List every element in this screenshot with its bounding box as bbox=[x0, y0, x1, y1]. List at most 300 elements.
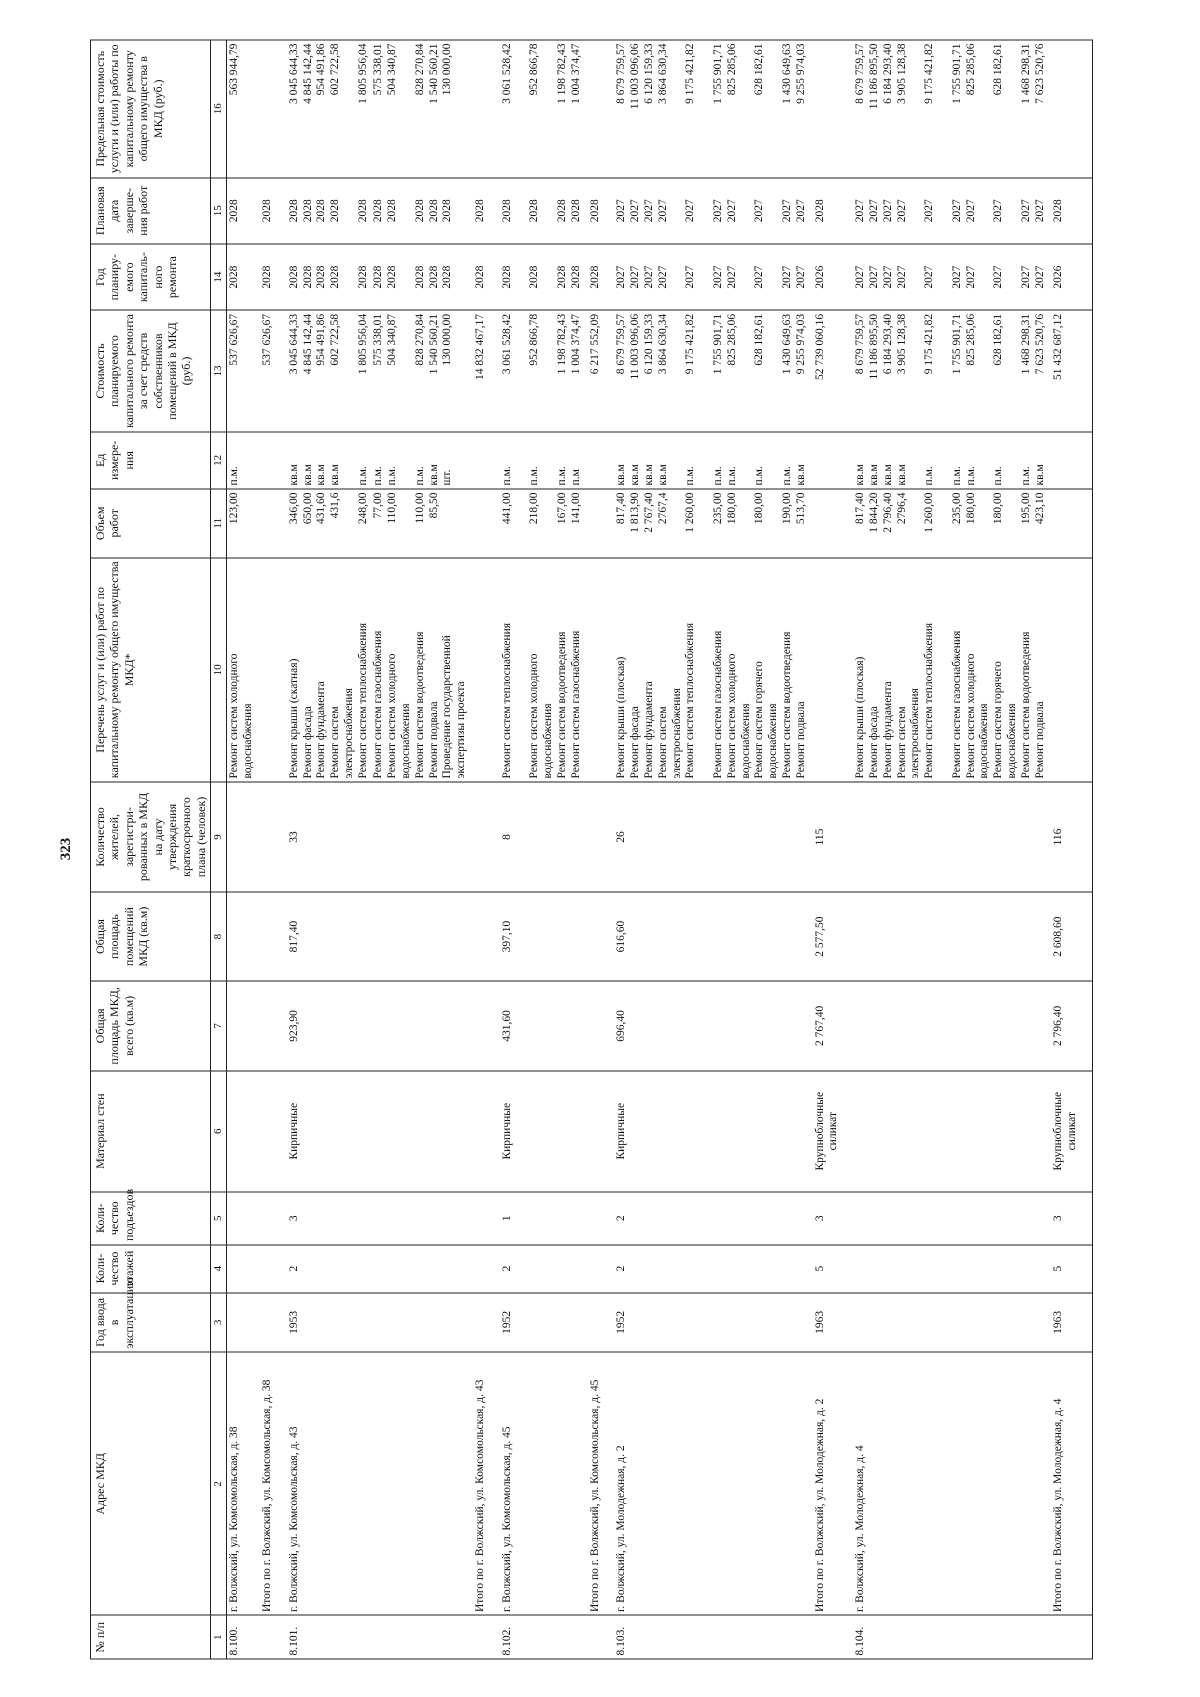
volume-cell bbox=[257, 488, 287, 557]
column-number: 3 bbox=[211, 1292, 227, 1352]
residents-cell: 33 bbox=[287, 782, 372, 892]
year-built-cell bbox=[470, 1292, 500, 1352]
unit-cell-line: кв.м bbox=[427, 463, 440, 485]
limit-cost-cell-line: 8 679 759,57 bbox=[854, 43, 867, 104]
end-date-cell-line: 2027 bbox=[1019, 198, 1032, 222]
table-row bbox=[614, 40, 809, 1659]
limit-cost-cell-line bbox=[978, 43, 992, 174]
repair-year-cell-line bbox=[242, 247, 256, 306]
repair-year-cell-line: 2028 bbox=[528, 265, 541, 289]
cost-cell-line: 825 285,06 bbox=[964, 313, 977, 366]
repair-year-cell-line bbox=[740, 247, 754, 306]
limit-cost-cell-line: 3 045 644,33 bbox=[287, 43, 300, 104]
column-number: 15 bbox=[211, 177, 227, 243]
cost-cell-line: 1 198 782,43 bbox=[556, 313, 569, 374]
unit-cell-line bbox=[400, 435, 414, 485]
works-cell-line: Ремонт систем водоотведения bbox=[413, 631, 426, 779]
limit-cost-cell bbox=[287, 40, 372, 178]
rotated-landscape-content bbox=[50, 20, 1150, 1677]
works-cell-line: Ремонт систем холодного bbox=[725, 652, 738, 779]
repair-year-cell-line: 2028 bbox=[329, 265, 342, 289]
row-number bbox=[1048, 1615, 1092, 1659]
unit-cell-line bbox=[909, 435, 923, 485]
limit-cost-cell-line: 4 845 142,44 bbox=[301, 43, 314, 104]
volume-cell-line: 180,00 bbox=[992, 491, 1005, 524]
works-cell-line bbox=[515, 561, 529, 778]
repair-year-cell-line: 2028 bbox=[301, 265, 314, 289]
cost-cell-line bbox=[740, 313, 754, 427]
end-date-cell-line: 2027 bbox=[923, 198, 936, 222]
cost-cell-line: 628 182,61 bbox=[992, 313, 1005, 366]
unit-cell-line: п.м. bbox=[992, 465, 1005, 485]
end-date-cell-line: 2028 bbox=[372, 198, 385, 222]
total-area-cell: 431,60 bbox=[500, 981, 585, 1070]
volume-cell-line bbox=[698, 492, 712, 554]
limit-cost-cell-line: 628 182,61 bbox=[992, 43, 1005, 95]
end-date-cell-line bbox=[343, 181, 357, 240]
works-cell-line: Ремонт систем теплоснабжения bbox=[500, 622, 513, 779]
unit-cell bbox=[585, 431, 615, 488]
total-address-cell: Итого по г. Волжский, ул. Молодежная, д. 4 bbox=[1048, 1352, 1092, 1615]
limit-cost-cell-line: 3 061 528,42 bbox=[500, 43, 513, 104]
unit-cell-line: п.м. bbox=[528, 465, 541, 485]
unit-cell bbox=[470, 431, 500, 488]
limit-cost-cell-line: 11 003 096,06 bbox=[629, 43, 642, 109]
total-row bbox=[257, 40, 287, 1659]
volume-cell-line: 513,70 bbox=[794, 491, 807, 524]
table-row bbox=[227, 40, 257, 1659]
works-cell-line: водоснабжения bbox=[739, 702, 752, 779]
end-date-cell bbox=[287, 177, 372, 243]
limit-cost-cell-line: 1 755 901,71 bbox=[712, 43, 725, 104]
cost-cell-line: 4 845 142,44 bbox=[301, 313, 314, 374]
volume-cell-line bbox=[740, 492, 754, 554]
works-cell-line: Ремонт подвала bbox=[794, 700, 807, 779]
limit-cost-cell-line: 3 905 128,38 bbox=[895, 43, 908, 104]
floors-cell: 5 bbox=[810, 1244, 854, 1292]
repair-year-cell-line: 2027 bbox=[794, 265, 807, 289]
works-cell-line: Ремонт систем теплоснабжения bbox=[356, 622, 369, 779]
works-cell-line: электроснабжения bbox=[670, 687, 683, 779]
repair-year-cell-line bbox=[671, 247, 685, 306]
column-header: Год ввода в эксплуатацию bbox=[91, 1292, 211, 1352]
end-date-cell-line: 2027 bbox=[615, 198, 628, 222]
row-number: 8.104. bbox=[853, 1615, 1048, 1659]
limit-cost-cell-line: 825 285,06 bbox=[964, 43, 977, 95]
volume-cell-line: 423,10 bbox=[1033, 491, 1046, 524]
end-date-cell-line: 2027 bbox=[1033, 198, 1046, 222]
repair-year-cell-line: 2027 bbox=[895, 265, 908, 289]
end-date-cell bbox=[227, 177, 257, 243]
entrances-cell: 3 bbox=[1048, 1191, 1092, 1244]
wall-material-cell: Кирпичные bbox=[287, 1070, 372, 1191]
rooms-area-cell bbox=[371, 891, 470, 980]
works-cell-line: водоснабжения bbox=[1005, 702, 1018, 779]
cost-cell-line: 1 540 560,21 bbox=[427, 313, 440, 374]
end-date-cell-line: 2028 bbox=[413, 198, 426, 222]
address-cell: г. Волжский, ул. Молодежная, д. 2 bbox=[614, 1352, 809, 1615]
entrances-cell bbox=[227, 1191, 257, 1244]
volume-cell-line: 195,00 bbox=[1019, 491, 1032, 524]
works-cell-line: Ремонт систем газоснабжения bbox=[372, 630, 385, 779]
limit-cost-cell bbox=[470, 40, 500, 178]
repair-year-cell-line: 2028 bbox=[228, 265, 241, 289]
residents-cell bbox=[227, 782, 257, 892]
end-date-cell: 2028 bbox=[585, 177, 615, 243]
unit-cell-line: п.м. bbox=[781, 465, 793, 485]
limit-cost-cell-line: 8 679 759,57 bbox=[615, 43, 628, 104]
cost-cell-line bbox=[698, 313, 712, 427]
total-address-cell: Итого по г. Волжский, ул. Комсомольская, д. 43 bbox=[470, 1352, 500, 1615]
limit-cost-cell-line bbox=[937, 43, 951, 174]
cost-cell-line: 7 623 520,76 bbox=[1033, 313, 1046, 374]
unit-cell-line: кв.м bbox=[301, 463, 314, 485]
works-cell-line: Ремонт фундамента bbox=[643, 680, 656, 779]
unit-cell-line bbox=[740, 435, 754, 485]
end-date-cell-line: 2027 bbox=[684, 198, 697, 222]
cost-cell bbox=[227, 310, 257, 431]
limit-cost-cell bbox=[614, 40, 809, 178]
works-cell bbox=[257, 557, 287, 781]
rooms-area-cell: 616,60 bbox=[614, 891, 809, 980]
repair-year-cell-line bbox=[515, 247, 529, 306]
unit-cell-line: кв.м bbox=[895, 463, 908, 485]
cost-cell-line bbox=[937, 313, 951, 427]
cost-cell-line: 8 679 759,57 bbox=[615, 313, 628, 374]
column-header: Предельная стоимость услуги и (или) работы по капитальному ремонту общего имущества в МКД (руб.) bbox=[91, 40, 211, 178]
cost-cell-line: 628 182,61 bbox=[753, 313, 766, 366]
unit-cell-line: кв.м bbox=[794, 463, 807, 485]
column-header: Общая площадь помещений МКД (кв.м) bbox=[91, 891, 211, 980]
limit-cost-cell-line: 6 120 159,33 bbox=[643, 43, 656, 104]
volume-cell-line: 817,40 bbox=[615, 491, 628, 524]
wall-material-cell: Кирпичные bbox=[500, 1070, 585, 1191]
limit-cost-cell-line: 6 184 293,40 bbox=[881, 43, 894, 104]
repair-year-cell: 2028 bbox=[257, 243, 287, 309]
volume-cell-line: 346,00 bbox=[287, 491, 300, 524]
limit-cost-cell bbox=[810, 40, 854, 178]
rooms-area-cell: 817,40 bbox=[287, 891, 372, 980]
cost-cell-line: 6 184 293,40 bbox=[881, 313, 894, 374]
volume-cell-line: 235,00 bbox=[950, 491, 963, 524]
total-area-cell: 2 796,40 bbox=[1048, 981, 1092, 1070]
works-cell bbox=[614, 557, 809, 781]
cost-cell-line: 3 905 128,38 bbox=[895, 313, 908, 374]
column-number: 5 bbox=[211, 1191, 227, 1244]
end-date-cell-line: 2027 bbox=[712, 198, 725, 222]
volume-cell-line bbox=[937, 492, 951, 554]
volume-cell-line bbox=[242, 492, 256, 554]
row-number bbox=[810, 1615, 854, 1659]
total-address-cell: Итого по г. Волжский, ул. Молодежная, д. 2 bbox=[810, 1352, 854, 1615]
unit-cell-line: п.м. bbox=[964, 465, 977, 485]
volume-cell bbox=[614, 488, 809, 557]
column-number: 8 bbox=[211, 891, 227, 980]
limit-cost-cell-line bbox=[767, 43, 781, 174]
cost-cell-line: 9 175 421,82 bbox=[684, 313, 697, 374]
end-date-cell-line: 2027 bbox=[964, 198, 977, 222]
limit-cost-cell bbox=[257, 40, 287, 178]
cost-cell-line bbox=[515, 313, 529, 427]
limit-cost-cell-line: 602 722,58 bbox=[329, 43, 342, 95]
volume-cell-line: 110,00 bbox=[386, 491, 399, 524]
repair-year-cell bbox=[614, 243, 809, 309]
row-number bbox=[257, 1615, 287, 1659]
limit-cost-cell bbox=[500, 40, 585, 178]
unit-cell-line: кв.м bbox=[287, 463, 300, 485]
repair-year-cell-line bbox=[542, 247, 556, 306]
cost-cell-line: 504 340,87 bbox=[386, 313, 399, 366]
limit-cost-cell-line bbox=[1006, 43, 1020, 174]
volume-cell bbox=[585, 488, 615, 557]
repair-year-cell-line: 2027 bbox=[1033, 265, 1046, 289]
end-date-cell-line: 2028 bbox=[556, 198, 569, 222]
cost-cell-line: 3 061 528,42 bbox=[500, 313, 513, 374]
floors-cell bbox=[257, 1244, 287, 1292]
volume-cell-line: 2767,4 bbox=[656, 491, 669, 524]
repair-year-cell-line: 2027 bbox=[684, 265, 697, 289]
works-cell bbox=[585, 557, 615, 781]
limit-cost-cell bbox=[371, 40, 470, 178]
cost-cell-line: 3 864 630,34 bbox=[656, 313, 669, 374]
end-date-cell-line: 2027 bbox=[867, 198, 880, 222]
residents-cell: 26 bbox=[614, 782, 809, 892]
end-date-cell-line: 2028 bbox=[528, 198, 541, 222]
works-cell-line bbox=[937, 561, 951, 778]
column-header: № п/п bbox=[91, 1615, 211, 1659]
repair-year-cell bbox=[371, 243, 470, 309]
limit-cost-cell-line: 825 285,06 bbox=[725, 43, 738, 95]
cost-cell-line: 3 045 644,33 bbox=[287, 313, 300, 374]
end-date-cell-line bbox=[909, 181, 923, 240]
works-cell-line: Ремонт крыши (скатная) bbox=[287, 658, 300, 779]
works-cell-line: Ремонт фасада bbox=[301, 705, 314, 779]
column-number: 10 bbox=[211, 557, 227, 781]
column-header: Количество жителей, зарегистри-рованных в МКД на дату утверждения краткосрочного плана (человек) bbox=[91, 782, 211, 892]
total-row bbox=[585, 40, 615, 1659]
residents-cell bbox=[257, 782, 287, 892]
address-cell: г. Волжский, ул. Комсомольская, д. 38 bbox=[227, 1352, 257, 1615]
cost-cell-line bbox=[671, 313, 685, 427]
column-header: Год планиру-емого капиталь-ного ремонта bbox=[91, 243, 211, 309]
unit-cell-line: кв.м bbox=[867, 463, 880, 485]
cost-cell-line: 1 004 374,47 bbox=[569, 313, 582, 374]
total-cost-cell: 537 626,67 bbox=[257, 310, 287, 431]
wall-material-cell: Кирпичные bbox=[614, 1070, 809, 1191]
works-cell bbox=[227, 557, 257, 781]
works-cell-line: Ремонт систем холодного bbox=[386, 652, 399, 779]
entrances-cell bbox=[585, 1191, 615, 1244]
volume-cell-line: 123,00 bbox=[228, 491, 241, 524]
column-number: 2 bbox=[211, 1352, 227, 1615]
works-cell bbox=[287, 557, 372, 781]
limit-cost-cell-line bbox=[671, 43, 685, 174]
table-header-row bbox=[91, 40, 211, 1659]
works-cell-line: электроснабжения bbox=[342, 687, 355, 779]
repair-year-cell-line: 2027 bbox=[643, 265, 656, 289]
repair-year-cell-line bbox=[400, 247, 414, 306]
entrances-cell bbox=[853, 1191, 1048, 1244]
repair-year-cell-line: 2027 bbox=[725, 265, 738, 289]
end-date-cell-line: 2027 bbox=[643, 198, 656, 222]
column-header: Коли-чество подъездов bbox=[91, 1191, 211, 1244]
limit-cost-cell-line: 3 864 630,34 bbox=[656, 43, 669, 104]
total-row bbox=[470, 40, 500, 1659]
volume-cell bbox=[287, 488, 372, 557]
repair-year-cell-line: 2028 bbox=[500, 265, 513, 289]
limit-cost-cell-line: 1 198 782,43 bbox=[556, 43, 569, 104]
volume-cell-line: 2 767,40 bbox=[643, 491, 656, 533]
unit-cell-line: кв.м bbox=[854, 463, 867, 485]
volume-cell-line bbox=[515, 492, 529, 554]
end-date-cell bbox=[500, 177, 585, 243]
works-cell-line: Ремонт систем горячего bbox=[753, 660, 766, 779]
repair-year-cell-line bbox=[1006, 247, 1020, 306]
cost-cell-line: 1 468 298,31 bbox=[1019, 313, 1032, 374]
repair-year-cell-line: 2027 bbox=[629, 265, 642, 289]
end-date-cell: 2028 bbox=[470, 177, 500, 243]
unit-cell-line: шт. bbox=[441, 469, 454, 485]
cost-cell-line: 1 755 901,71 bbox=[950, 313, 963, 374]
unit-cell bbox=[287, 431, 372, 488]
unit-cell-line: кв.м bbox=[315, 463, 328, 485]
row-number bbox=[470, 1615, 500, 1659]
repair-year-cell-line bbox=[767, 247, 781, 306]
cost-cell-line: 11 186 895,50 bbox=[867, 313, 880, 380]
column-header: Объем работ bbox=[91, 488, 211, 557]
residents-cell: 116 bbox=[1048, 782, 1092, 892]
end-date-cell-line: 2028 bbox=[569, 198, 582, 222]
volume-cell-line bbox=[455, 492, 469, 554]
row-number bbox=[585, 1615, 615, 1659]
repair-year-cell: 2028 bbox=[585, 243, 615, 309]
cost-cell-line: 9 255 974,03 bbox=[794, 313, 807, 374]
works-cell-line: Ремонт крыши (плоская) bbox=[615, 656, 628, 779]
entrances-cell: 3 bbox=[810, 1191, 854, 1244]
table-row bbox=[371, 40, 470, 1659]
volume-cell-line: 77,00 bbox=[372, 491, 385, 518]
limit-cost-cell bbox=[227, 40, 257, 178]
end-date-cell-line: 2028 bbox=[441, 198, 454, 222]
repair-year-cell-line: 2027 bbox=[1019, 265, 1032, 289]
works-cell-line: экспертизы проекта bbox=[455, 680, 468, 779]
cost-cell-line: 1 430 649,63 bbox=[781, 313, 793, 374]
cost-cell-line: 602 722,58 bbox=[329, 313, 342, 366]
works-cell-line: Ремонт систем холодного bbox=[228, 652, 241, 779]
rooms-area-cell: 2 608,60 bbox=[1048, 891, 1092, 980]
year-built-cell: 1952 bbox=[614, 1292, 809, 1352]
repair-year-cell bbox=[227, 243, 257, 309]
volume-cell-line: 248,00 bbox=[356, 491, 369, 524]
cost-cell bbox=[614, 310, 809, 431]
wall-material-cell: Крупноблочные силикат bbox=[1048, 1070, 1092, 1191]
cost-cell-line: 1 805 956,04 bbox=[356, 313, 369, 374]
repair-year-cell-line: 2027 bbox=[867, 265, 880, 289]
wall-material-cell bbox=[470, 1070, 500, 1191]
repair-year-cell-line bbox=[455, 247, 469, 306]
wall-material-cell: Крупноблочные силикат bbox=[810, 1070, 854, 1191]
rooms-area-cell bbox=[257, 891, 287, 980]
limit-cost-cell-line: 504 340,87 bbox=[386, 43, 399, 95]
repair-year-cell-line: 2027 bbox=[992, 265, 1005, 289]
end-date-cell-line: 2027 bbox=[781, 198, 793, 222]
cost-cell-line: 537 626,67 bbox=[228, 313, 241, 366]
wall-material-cell bbox=[585, 1070, 615, 1191]
cost-cell bbox=[853, 310, 1048, 431]
unit-cell bbox=[810, 431, 854, 488]
wall-material-cell bbox=[227, 1070, 257, 1191]
address-cell: г. Волжский, ул. Молодежная, д. 4 bbox=[853, 1352, 1048, 1615]
works-cell-line: Ремонт систем холодного bbox=[964, 652, 977, 779]
end-date-cell-line: 2027 bbox=[854, 198, 867, 222]
volume-cell-line: 85,50 bbox=[427, 491, 440, 518]
limit-cost-cell-line bbox=[515, 43, 529, 174]
cost-cell-line: 575 338,01 bbox=[372, 313, 385, 366]
volume-cell-line: 431,6 bbox=[329, 491, 342, 518]
residents-cell: 115 bbox=[810, 782, 854, 892]
end-date-cell-line: 2027 bbox=[950, 198, 963, 222]
unit-cell-line: п.м. bbox=[950, 465, 963, 485]
column-number-row bbox=[211, 40, 227, 1659]
unit-cell-line bbox=[242, 435, 256, 485]
repair-year-cell-line: 2027 bbox=[854, 265, 867, 289]
repair-year-cell-line bbox=[909, 247, 923, 306]
limit-cost-cell bbox=[853, 40, 1048, 178]
unit-cell-line: п.м. bbox=[712, 465, 725, 485]
end-date-cell-line: 2027 bbox=[881, 198, 894, 222]
end-date-cell-line: 2028 bbox=[500, 198, 513, 222]
volume-cell-line: 431,60 bbox=[315, 491, 328, 524]
column-header: Ед измере-ния bbox=[91, 431, 211, 488]
unit-cell-line bbox=[671, 435, 685, 485]
repair-year-cell-line bbox=[937, 247, 951, 306]
volume-cell-line: 1 260,00 bbox=[923, 491, 936, 533]
unit-cell-line: п.м. bbox=[356, 465, 369, 485]
volume-cell-line bbox=[542, 492, 556, 554]
total-address-cell: Итого по г. Волжский, ул. Комсомольская, д. 38 bbox=[257, 1352, 287, 1615]
repair-year-cell bbox=[853, 243, 1048, 309]
unit-cell bbox=[500, 431, 585, 488]
works-cell bbox=[371, 557, 470, 781]
end-date-cell-line: 2028 bbox=[315, 198, 328, 222]
unit-cell-line: п.м. bbox=[386, 465, 399, 485]
volume-cell bbox=[470, 488, 500, 557]
cost-cell-line: 130 000,00 bbox=[441, 313, 454, 366]
limit-cost-cell-line: 11 186 895,50 bbox=[867, 43, 880, 109]
cost-cell-line: 6 120 159,33 bbox=[643, 313, 656, 374]
repair-year-cell-line: 2027 bbox=[781, 265, 793, 289]
volume-cell-line: 1 844,20 bbox=[867, 491, 880, 533]
column-number: 12 bbox=[211, 431, 227, 488]
volume-cell-line bbox=[978, 492, 992, 554]
floors-cell bbox=[371, 1244, 470, 1292]
column-number: 9 bbox=[211, 782, 227, 892]
unit-cell-line: кв.м bbox=[615, 463, 628, 485]
wall-material-cell bbox=[853, 1070, 1048, 1191]
unit-cell-line: п.м. bbox=[413, 465, 426, 485]
repair-year-cell-line: 2027 bbox=[615, 265, 628, 289]
total-area-cell bbox=[585, 981, 615, 1070]
end-date-cell-line bbox=[242, 181, 256, 240]
unit-cell-line: п.м. bbox=[725, 465, 738, 485]
entrances-cell bbox=[470, 1191, 500, 1244]
capital-repair-table bbox=[90, 39, 1093, 1659]
end-date-cell bbox=[371, 177, 470, 243]
address-cell: г. Волжский, ул. Комсомольская, д. 45 bbox=[500, 1352, 585, 1615]
volume-cell-line: 2796,4 bbox=[895, 491, 908, 524]
end-date-cell-line: 2028 bbox=[329, 198, 342, 222]
column-header: Перечень услуг и (или) работ по капитальному ремонту общего имущества МКД* bbox=[91, 557, 211, 781]
